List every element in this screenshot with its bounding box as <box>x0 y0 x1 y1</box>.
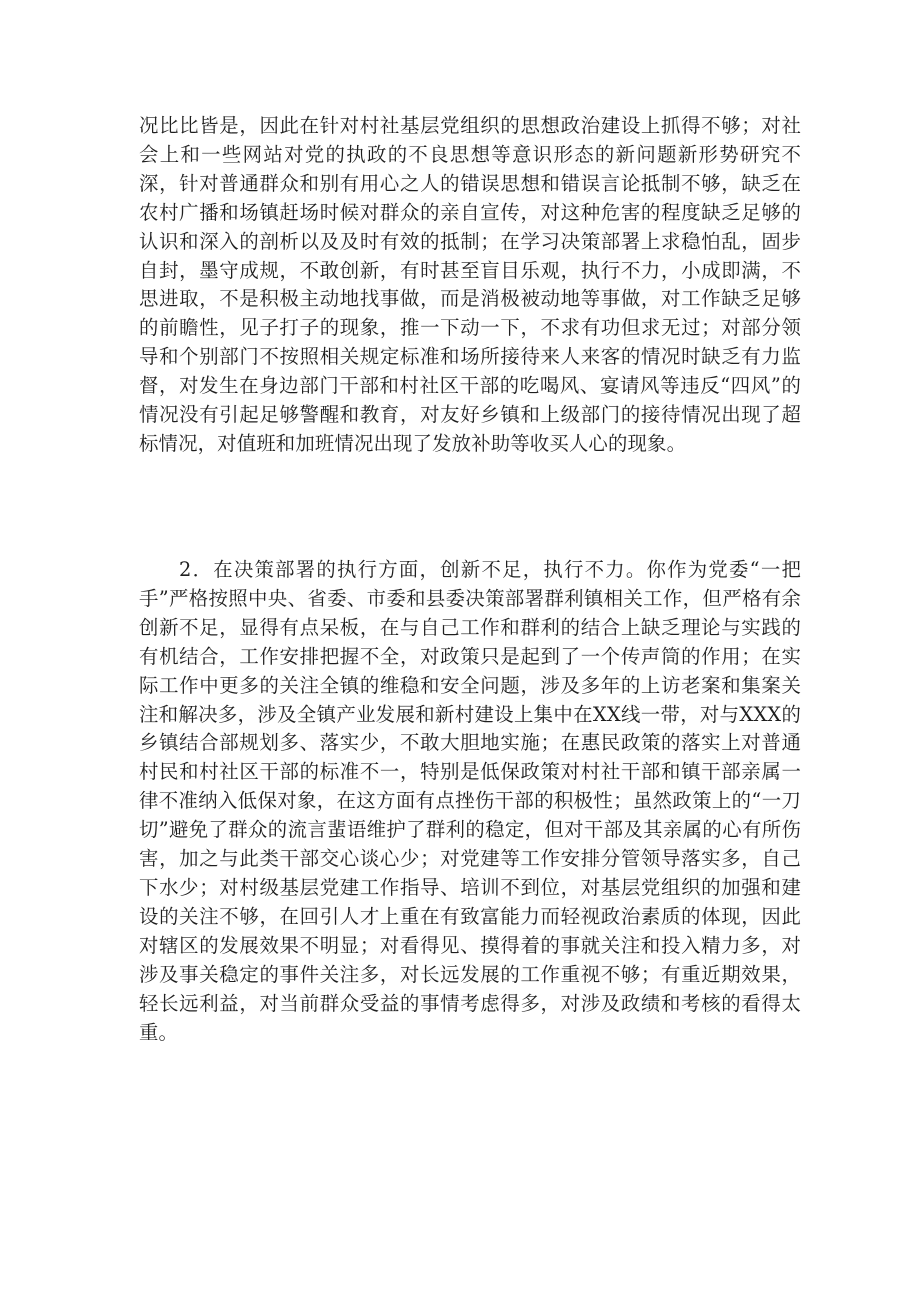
body-paragraph-continuation: 况比比皆是，因此在针对村社基层党组织的思想政治建设上抓得不够；对社会上和一些网站对党的执政的不良思想等意识形态的新问题新形势研究不深，针对普通群众和别有用心之人的错误思想和错误言论抵制不够，缺乏在农村广播和场镇赶场时候对群众的亲自宣传，对这种危害的程度缺乏足够的认识和深入的剖析以及及时有效的抵制；在学习决策部署上求稳怕乱，固步自封，墨守成规，不敢创新，有时甚至盲目乐观，执行不力，小成即满，不思进取，不是积极主动地找事做，而是消极被动地等事做，对工作缺乏足够的前瞻性，见子打子的现象，推一下动一下，不求有功但求无过；对部分领导和个别部门不按照相关规定标准和场所接待来人来客的情况时缺乏有力监督，对发生在身边部门干部和村社区干部的吃喝风、宴请风等违反“四风”的情况没有引起足够警醒和教育，对友好乡镇和上级部门的接待情况出现了超标情况，对值班和加班情况出现了发放补助等收买人心的现象。 <box>139 114 801 455</box>
body-paragraph-section-2: 2．在决策部署的执行方面，创新不足，执行不力。你作为党委“一把手”严格按照中央、省委、市委和县委决策部署群利镇相关工作，但严格有余创新不足，显得有点呆板，在与自己工作和群利的结合上缺乏理论与实践的有机结合，工作安排把握不全，对政策只是起到了一个传声筒的作用；在实际工作中更多的关注全镇的维稳和安全问题，涉及多年的上访老案和集案关注和解决多，涉及全镇产业发展和新村建设上集中在XX线一带，对与XXX的乡镇结合部规划多、落实少，不敢大胆地实施；在惠民政策的落实上对普通村民和村社区干部的标准不一，特别是低保政策对村社干部和镇干部亲属一律不准纳入低保对象，在这方面有点挫伤干部的积极性；虽然政策上的“一刀切”避免了群众的流言蜚语维护了群利的稳定，但对干部及其亲属的心有所伤害，加之与此类干部交心谈心少；对党建等工作安排分管领导落实多，自己下水少；对村级基层党建工作指导、培训不到位，对基层党组织的加强和建设的关注不够，在回引人才上重在有致富能力而轻视政治素质的体现，因此对辖区的发展效果不明显；对看得见、摸得着的事就关注和投入精力多，对涉及事关稳定的事件关注多，对长远发展的工作重视不够；有重近期效果，轻长远利益，对当前群众受益的事情考虑得多，对涉及政绩和考核的看得太重。 <box>139 558 801 1044</box>
